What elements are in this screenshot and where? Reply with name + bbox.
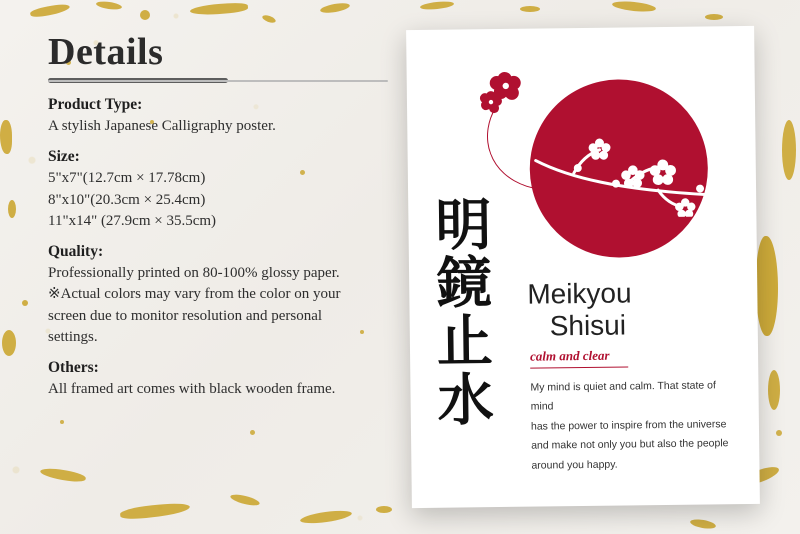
section-title: Size: (48, 148, 80, 166)
kanji-calligraphy: 明鏡止水 (435, 193, 495, 434)
poster-title-line1: Meikyou (527, 277, 632, 310)
gold-speck-icon (776, 430, 782, 436)
section-title: Product Type: (48, 96, 143, 113)
plum-blossom-icon (479, 69, 538, 118)
gold-splatter-icon (261, 14, 276, 24)
detail-section-quality (48, 243, 403, 348)
details-panel (48, 30, 403, 412)
gold-splatter-icon (140, 10, 150, 20)
gold-splatter-icon (768, 370, 780, 410)
detail-section-product-type (48, 96, 403, 137)
page-title: Details (48, 31, 164, 73)
section-title: Quality: (48, 243, 104, 261)
detail-section-others (48, 359, 403, 400)
gold-speck-icon (250, 430, 255, 435)
poster-title (527, 276, 743, 342)
gold-splatter-icon (0, 120, 12, 154)
section-line: Professionally printed on 80-100% glossy paper. (48, 265, 340, 282)
gold-splatter-icon (2, 330, 16, 356)
gold-splatter-icon (30, 2, 71, 19)
section-line: A stylish Japanese Calligraphy poster. (48, 118, 276, 134)
gold-splatter-icon (39, 466, 86, 484)
poster-body-line: around you happy. (531, 458, 618, 472)
gold-splatter-icon (229, 492, 260, 507)
poster-body-line: My mind is quiet and calm. That state of mind (530, 379, 716, 414)
gold-splatter-icon (22, 300, 28, 306)
poster-body-text (530, 376, 736, 476)
gold-splatter-icon (520, 6, 540, 12)
gold-splatter-icon (320, 1, 351, 14)
section-title: Others: (48, 359, 99, 377)
title-underline-light (48, 80, 388, 82)
poster-body-line: has the power to inspire from the universe (530, 418, 727, 433)
gold-splatter-icon (782, 120, 796, 180)
section-line: ※Actual colors may vary from the color on your (48, 286, 341, 303)
section-line: All framed art comes with black wooden frame. (48, 381, 336, 398)
gold-splatter-icon (8, 200, 16, 218)
gold-splatter-icon (120, 501, 191, 520)
gold-splatter-icon (190, 2, 249, 16)
poster-title-line2: Shisui (549, 309, 627, 342)
section-line: screen due to monitor resolution and personal (48, 307, 323, 324)
plum-branch-icon (529, 136, 720, 218)
gold-splatter-icon (756, 236, 778, 336)
gold-splatter-icon (96, 0, 123, 11)
poster-preview (406, 26, 760, 508)
section-line: 11"x14" (27.9cm × 35.5cm) (48, 212, 217, 229)
gold-splatter-icon (690, 518, 717, 530)
detail-section-size (48, 148, 403, 232)
section-line: settings. (48, 329, 98, 346)
poster-body-line: and make not only you but also the people (531, 437, 729, 452)
gold-splatter-icon (612, 0, 657, 13)
poster-subtitle: calm and clear (529, 347, 610, 364)
gold-splatter-icon (300, 508, 353, 525)
gold-splatter-icon (420, 0, 455, 11)
gold-splatter-icon (376, 506, 392, 513)
section-line: 5"x7"(12.7cm × 17.78cm) (48, 170, 206, 187)
subtitle-underline (530, 366, 628, 368)
gold-speck-icon (60, 420, 64, 424)
section-line: 8"x10"(20.3cm × 25.4cm) (48, 191, 206, 208)
gold-splatter-icon (705, 14, 723, 20)
